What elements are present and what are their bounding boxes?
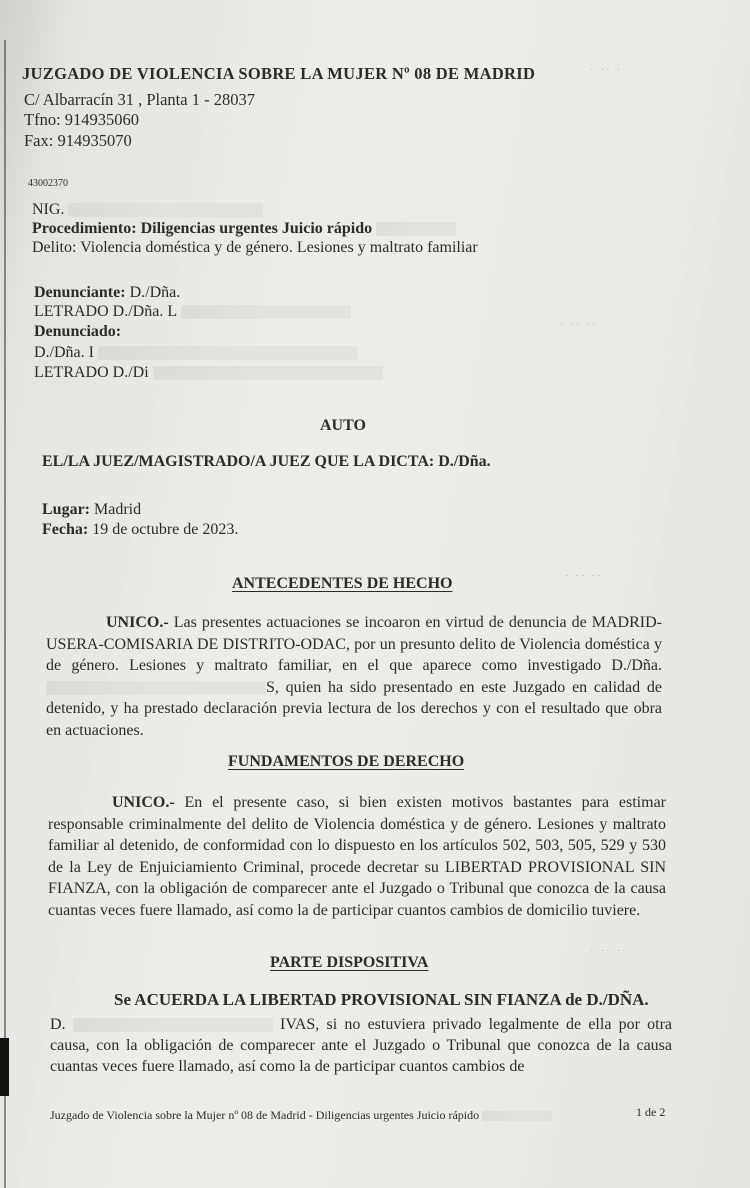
accused-lawyer: LETRADO D./Di: [34, 364, 149, 381]
accused-row: [34, 343, 358, 362]
date-row: [42, 520, 238, 539]
antecedentes-text-b: S, quien ha sido presentado en este Juzgado en calidad de detenido, y ha prestado declaración previa lectura de los derechos y con el resultado que obra en actuaciones.: [46, 678, 662, 739]
nig-label: NIG.: [32, 201, 65, 218]
procedure-label: Procedimiento:: [32, 220, 137, 237]
court-code: 43002370: [28, 178, 68, 189]
accused-lawyer-row: [34, 363, 383, 382]
redaction: [482, 1111, 552, 1121]
page-number: 1 de 2: [636, 1105, 666, 1119]
fundamentos-paragraph: [48, 792, 666, 921]
judge-line: EL/LA JUEZ/MAGISTRADO/A JUEZ QUE LA DICTA: D./Dña.: [42, 453, 491, 470]
document-title: AUTO: [320, 417, 366, 434]
court-phone: Tfno: 914935060: [24, 110, 140, 129]
complainant-label: Denunciante:: [34, 284, 126, 301]
complainant-lawyer: LETRADO D./Dña. L: [34, 303, 177, 320]
dispositiva-lead: Se ACUERDA LA LIBERTAD PROVISIONAL SIN FIANZA de D./DÑA.: [114, 990, 649, 1009]
dispositiva-heading: PARTE DISPOSITIVA: [270, 954, 429, 971]
complainant-row: [34, 283, 180, 302]
place-row: [42, 500, 141, 519]
date-label: Fecha:: [42, 521, 89, 538]
complainant-lawyer-row: [34, 302, 351, 321]
bleed-through-mark: · ·· ··: [590, 945, 628, 957]
place-label: Lugar:: [42, 501, 90, 518]
place-value: Madrid: [94, 501, 142, 518]
redaction: [73, 1018, 273, 1032]
complainant-value: D./Dña.: [129, 284, 181, 301]
antecedentes-lead: UNICO.-: [106, 614, 169, 631]
accused-name: D./Dña. I: [34, 344, 94, 361]
bleed-through-mark: · ·· ··: [565, 570, 603, 582]
court-fax: Fax: 914935070: [24, 131, 132, 150]
footer-text: Juzgado de Violencia sobre la Mujer nº 08 de Madrid - Diligencias urgentes Juicio rápido: [50, 1108, 480, 1122]
fundamentos-text: En el presente caso, si bien existen motivos bastantes para estimar responsable criminalmente del delito de Violencia doméstica y de género. Lesiones y maltrato familiar al detenido, de conformidad con lo dispuesto en los artículos 502, 503, 505, 529 y 530 de la Ley de Enjuiciamiento Criminal, procede decretar su LIBERTAD PROVISIONAL SIN FIANZA, con la obligación de comparecer ante el Juzgado o Tribunal que conozca de la causa cuantas veces fuere llamado, así como la de participar cuantos cambios de domicilio tuviere.: [48, 794, 666, 919]
bleed-through-mark: · ·· ··: [560, 318, 598, 330]
redaction: [376, 222, 456, 236]
date-value: 19 de octubre de 2023.: [92, 521, 239, 538]
dispositiva-paragraph: [50, 1014, 672, 1077]
accused-label: Denunciado:: [34, 323, 122, 340]
dispositiva-name-end: IVAS,: [280, 1016, 320, 1033]
court-name: JUZGADO DE VIOLENCIA SOBRE LA MUJER Nº 08 DE MADRID: [22, 64, 536, 83]
redaction: [98, 346, 358, 360]
fundamentos-lead: UNICO.-: [112, 794, 175, 811]
redaction: [46, 681, 266, 695]
procedure-row: [32, 219, 456, 238]
redaction: [153, 366, 383, 380]
antecedentes-paragraph: [46, 612, 662, 741]
court-address: C/ Albarracín 31 , Planta 1 - 28037: [24, 90, 255, 109]
redaction: [181, 305, 351, 319]
antecedentes-heading: ANTECEDENTES DE HECHO: [232, 575, 453, 592]
dispositiva-name-start: D.: [50, 1016, 66, 1033]
procedure-value: Diligencias urgentes Juicio rápido: [140, 220, 373, 237]
binder-mark: [0, 1038, 9, 1096]
fundamentos-heading: FUNDAMENTOS DE DERECHO: [228, 753, 465, 770]
footer-row: [50, 1108, 552, 1122]
antecedentes-text-a: Las presentes actuaciones se incoaron en virtud de denuncia de MADRID-USERA-COMISARIA DE DISTRITO-ODAC, por un presunto delito de Violencia doméstica y de género. Lesiones y maltrato familiar, en el que aparece como investigado D./Dña.: [46, 614, 662, 674]
dispositiva-text: si no estuviera privado legalmente de ella por otra causa, con la obligación de comparecer ante el Juzgado o Tribunal que conozca de la causa cuantas veces fuere llamado, así como la de participar cuantos cambios de: [50, 1016, 673, 1075]
crime-line: Delito: Violencia doméstica y de género. Lesiones y maltrato familiar: [32, 239, 478, 256]
redaction: [68, 203, 263, 217]
page-edge-shadow: [4, 40, 6, 1188]
nig-row: [32, 200, 263, 219]
bleed-through-mark: · ·· ·: [590, 64, 623, 76]
